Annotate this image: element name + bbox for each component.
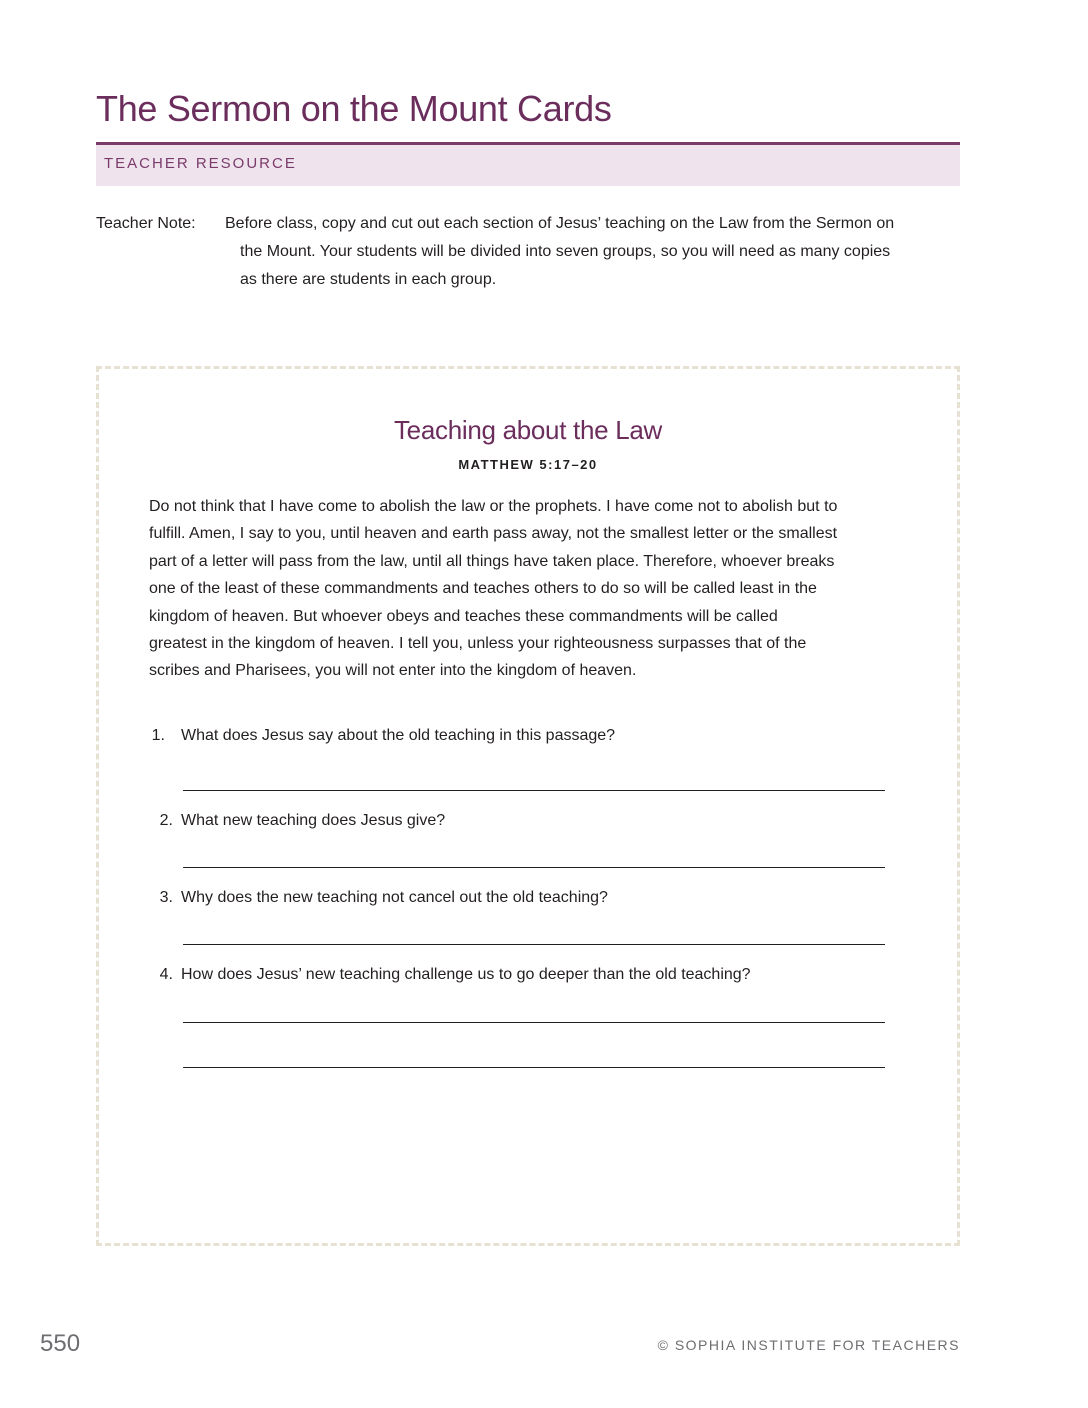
question-number: 4.: [159, 966, 173, 983]
copyright-footer: © SOPHIA INSTITUTE FOR TEACHERS: [657, 1337, 960, 1353]
question-text: How does Jesus’ new teaching challenge us to go deeper than the old teaching?: [181, 966, 751, 983]
question-number: 2.: [159, 812, 173, 829]
answer-line: [183, 1067, 885, 1068]
cut-out-card: [96, 366, 960, 1246]
card-title: Teaching about the Law: [393, 415, 663, 445]
question-text: What new teaching does Jesus give?: [181, 812, 446, 829]
question-text: What does Jesus say about the old teaching in this passage?: [181, 727, 616, 744]
answer-line: [183, 867, 885, 868]
scripture-passage: Do not think that I have come to abolish the law or the prophets. I have come not to abolish but to fulfill. Amen, I say to you, until heaven and earth pass away, not the smallest letter or the smallest part of a letter will pass from the law, until all things have taken place. Therefore, whoever breaks one of the least of these commandments and teaches others to do so will be called least in the kingdom of heaven. But whoever obeys and teaches these commandments will be called greatest in the kingdom of heaven. I tell you, unless your righteousness surpasses that of the scribes and Pharisees, you will not enter into the kingdom of heaven.: [149, 498, 838, 680]
question-number: 1.: [151, 727, 165, 744]
page-number: 550: [40, 1330, 81, 1357]
answer-line: [183, 944, 885, 945]
scripture-reference: MATTHEW 5:17–20: [458, 457, 598, 472]
page-title: The Sermon on the Mount Cards: [96, 88, 612, 129]
teacher-note-text: Before class, copy and cut out each section of Jesus’ teaching on the Law from the Sermon on the Mount. Your students will be divided into seven groups, so you will need as many copies as there are students in each group.: [225, 215, 895, 288]
resource-band: [96, 145, 960, 186]
answer-line: [183, 1022, 885, 1023]
question-text: Why does the new teaching not cancel out the old teaching?: [181, 889, 608, 906]
resource-label: TEACHER RESOURCE: [104, 155, 297, 172]
answer-line: [183, 790, 885, 791]
teacher-note-label: Teacher Note:: [96, 215, 196, 232]
question-number: 3.: [159, 889, 173, 906]
teacher-note: [96, 210, 896, 294]
